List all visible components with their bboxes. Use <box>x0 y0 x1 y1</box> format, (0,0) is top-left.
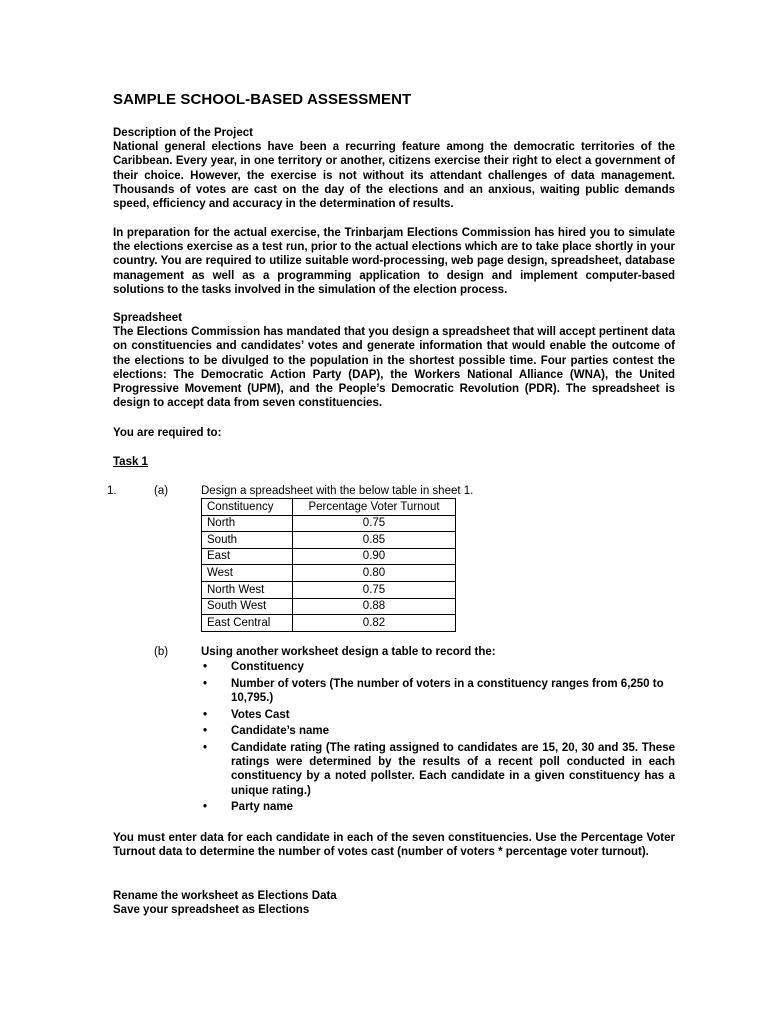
rename-instruction: Rename the worksheet as Elections Data <box>113 890 337 902</box>
required-text: You are required to: <box>113 427 222 439</box>
table-row <box>202 548 456 565</box>
turnout-cell: 0.82 <box>293 615 456 632</box>
description-paragraph-1: National general elections have been a recurring feature among the democratic territories of the Caribbean. Every year, in one territory or another, citizens exercise their right to elect a government of their choice. However, the exercise is not without its attendant challenges of data management. Thousands of votes are cast on the day of the elections and an anxious, waiting public demands speed, efficiency and accuracy in the determination of results. <box>113 141 675 211</box>
part-b-text: Using another worksheet design a table to record the: <box>201 646 496 658</box>
spreadsheet-section <box>113 311 675 410</box>
table-row <box>202 532 456 549</box>
constituency-cell: East <box>202 548 293 565</box>
list-item <box>201 800 675 814</box>
turnout-cell: 0.88 <box>293 598 456 615</box>
task-heading: Task 1 <box>113 456 148 468</box>
bullet-icon: • <box>203 725 208 738</box>
column-header-turnout: Percentage Voter Turnout <box>293 499 456 516</box>
task-number: 1. <box>107 485 117 497</box>
constituency-cell: North <box>202 515 293 532</box>
voter-turnout-table <box>201 498 456 632</box>
column-header-constituency: Constituency <box>202 499 293 516</box>
field-text: Candidate rating (The rating assigned to candidates are 15, 20, 30 and 35. These ratings were determined by the results of a recent poll conducted in each constituency by a noted pollster. Each candidate in a given constituency has a unique rating.) <box>231 742 675 797</box>
turnout-cell: 0.75 <box>293 581 456 598</box>
field-text: Party name <box>231 801 294 814</box>
description-heading: Description of the Project <box>113 127 253 139</box>
table-row <box>202 615 456 632</box>
closing-paragraph: You must enter data for each candidate in each of the seven constituencies. Use the Percentage Voter Turnout data to determine the number of votes cast (number of voters * percentage voter turnout). <box>113 832 675 859</box>
constituency-cell: West <box>202 565 293 582</box>
field-text: Votes Cast <box>231 708 290 721</box>
turnout-cell: 0.80 <box>293 565 456 582</box>
bullet-icon: • <box>203 708 208 721</box>
field-text: Number of voters (The number of voters in a constituency ranges from 6,250 to 10,795.) <box>231 677 664 704</box>
turnout-cell: 0.90 <box>293 548 456 565</box>
field-text: Constituency <box>231 661 304 673</box>
part-a-text: Design a spreadsheet with the below table in sheet 1. <box>201 485 474 497</box>
constituency-cell: East Central <box>202 615 293 632</box>
constituency-cell: North West <box>202 581 293 598</box>
turnout-cell: 0.75 <box>293 515 456 532</box>
table-row <box>202 581 456 598</box>
part-b-label: (b) <box>154 646 169 658</box>
spreadsheet-paragraph <box>113 325 675 410</box>
list-item <box>201 660 675 674</box>
bullet-icon: • <box>203 661 208 673</box>
list-item <box>201 708 675 722</box>
turnout-cell: 0.85 <box>293 532 456 549</box>
field-text: Candidate’s name <box>231 725 329 738</box>
record-fields-list <box>201 660 675 817</box>
spreadsheet-para-start: The Elections Commission has mandated that you design a spreadsheet that will accept pertinent data on constituencies and candidates’ votes and generate information that would enable the outcome of the elections to be divulged to the population in the shortest possible time. <box>113 326 675 367</box>
description-section <box>113 126 675 211</box>
table-row <box>202 515 456 532</box>
spreadsheet-heading: Spreadsheet <box>113 312 183 324</box>
bullet-icon: • <box>203 677 208 690</box>
table-row <box>202 565 456 582</box>
save-instruction: Save your spreadsheet as Elections <box>113 904 310 916</box>
bullet-icon: • <box>203 801 208 814</box>
part-a-label: (a) <box>154 485 169 497</box>
spreadsheet-para-end: The spreadsheet is design to accept data from seven constituencies. <box>113 383 675 410</box>
description-paragraph-2: In preparation for the actual exercise, the Trinbarjam Elections Commission has hired you to simulate the elections exercise as a test run, prior to the actual elections which are to take place shortly in your country. You are required to utilize suitable word-processing, web page design, spreadsheet, database management as well as a programming application to design and implement computer-based solutions to the tasks involved in the simulation of the election process. <box>113 227 675 296</box>
description-paragraph-2-block <box>113 226 675 297</box>
constituency-cell: South West <box>202 598 293 615</box>
page-title: SAMPLE SCHOOL-BASED ASSESSMENT <box>113 91 412 108</box>
spreadsheet-para-parties: Four parties contest the elections: The Democratic Action Party (DAP), the Workers National Alliance (WNA), the United Progressive Movement (UPM), and the People’s Democratic Revolution (PDR). <box>113 354 675 396</box>
list-item <box>201 724 675 738</box>
bullet-icon: • <box>203 742 208 755</box>
list-item <box>201 741 675 798</box>
table-row <box>202 598 456 615</box>
list-item <box>201 677 675 705</box>
table-header-row <box>202 499 456 516</box>
constituency-cell: South <box>202 532 293 549</box>
